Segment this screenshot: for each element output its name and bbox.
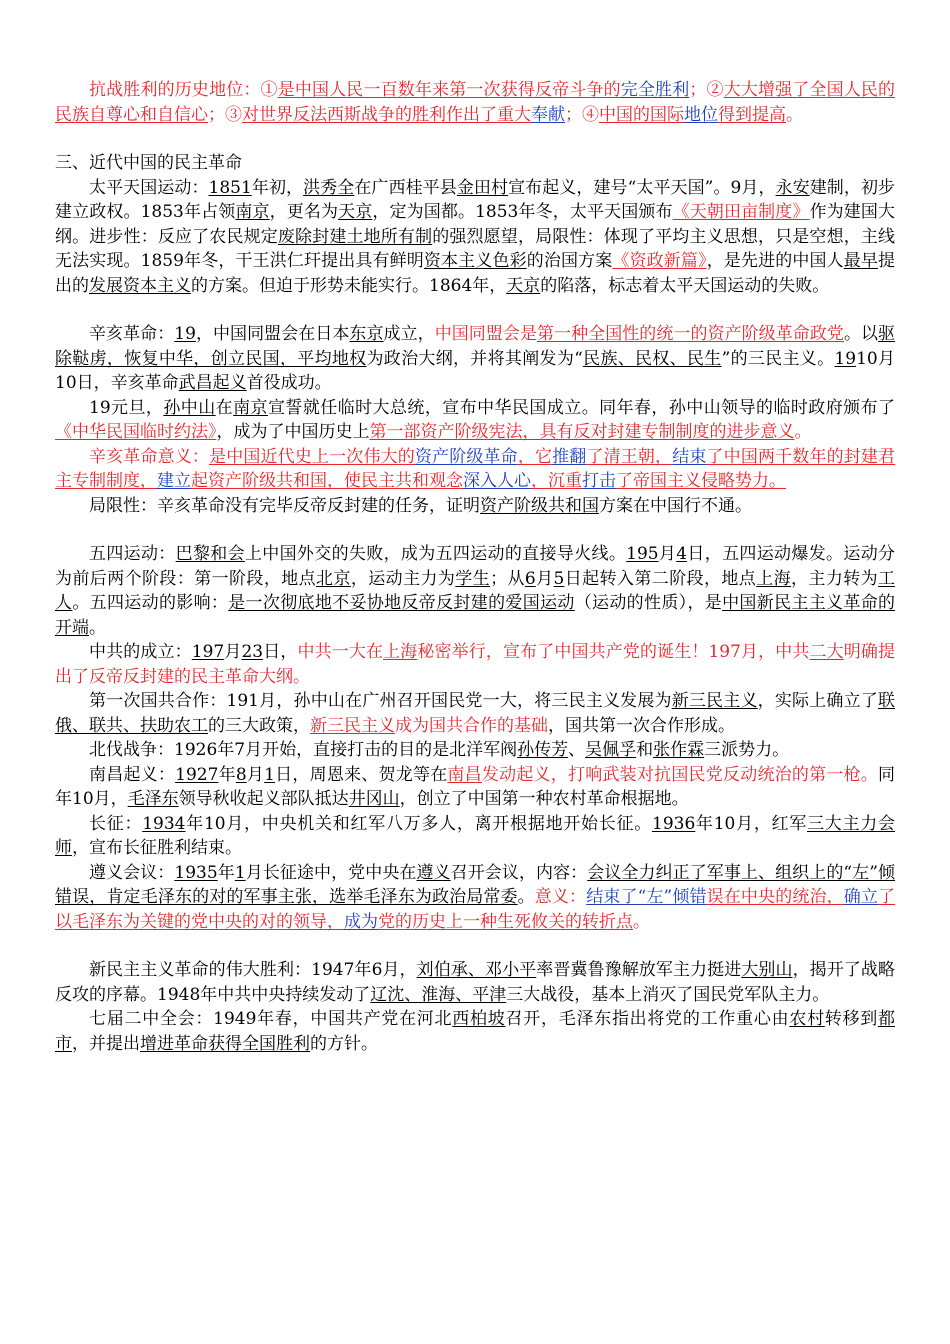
text-run: 召开会议，内容： [450,862,588,883]
text-run: 南昌起义： [89,764,176,785]
paragraph-zunyi-conference [55,861,895,935]
text-run: ，中国同盟会在日本 [195,324,350,344]
text-run: 、 [568,740,586,760]
text-run: 和 [636,740,654,760]
text-run: ，沉重 [531,471,582,491]
text-run: 。以 [843,324,879,344]
text-run: 成为 [344,911,378,932]
text-run: 驱除鞑虏，恢复中华，创立民国，平均地权 [55,324,896,369]
text-run: 转移到 [824,1009,879,1029]
text-run: 新三民主义 [671,691,758,711]
text-run: 月 [246,764,265,785]
text-run: ，国共第一次合作形成。 [548,715,735,736]
text-run: 为政治大纲，并将其阐发为“ [366,348,583,369]
text-run: 大大增强了全国人民的民族自尊心和自信心 [55,80,896,125]
text-run: 197 [191,642,225,662]
text-run: 是中国近代史上一次伟大的 [209,446,415,467]
text-run: 建立 [157,471,191,491]
text-run: 是一次彻底地不妥协地反帝反封建的爱国运动 [228,593,575,613]
text-run: 6 [524,568,536,589]
text-run: 1 [264,764,275,785]
text-run: 井冈山 [348,789,400,809]
text-run: 新三民主义 [310,715,395,736]
text-run: 率晋冀鲁豫解放军主力挺进 [536,960,742,980]
text-run: ，宣布长征胜利结束。 [72,838,242,858]
text-run: 发展资本主义 [89,275,191,296]
paragraph-xinhai-limitation [55,494,895,519]
text-run: 二大 [809,642,844,662]
text-run: 作为建国大纲。进步性：反应了农民规定 [55,202,896,247]
text-run: （运动的性质），是 [574,593,723,613]
text-run: ，实际上确立了 [757,691,879,711]
paragraph-victory [55,958,895,1007]
paragraph-northern-expedition [55,738,895,763]
paragraph-long-march [55,812,895,861]
text-run: 年 [218,764,236,785]
text-run: 中国同盟会是 [434,324,537,344]
text-run: 195 [626,544,659,564]
text-run: 秘密举行，宣布了中国共产党的诞生！197月，中共 [417,642,810,662]
text-run: 三派势力。 [704,740,790,760]
text-run: 北京 [316,568,351,589]
paragraph-xinhai-significance [55,445,895,494]
paragraph-first-united-front [55,689,895,738]
text-run: 。 [633,911,650,932]
text-run: 西柏坡 [452,1009,506,1029]
text-run: 年10月，红军 [695,813,808,834]
text-run: 宣布起义，建号“太平天国”。9月， [508,177,776,198]
paragraph-historic-status [55,78,895,127]
text-run: 年 [217,862,235,883]
text-run: 武昌起义 [178,373,247,393]
text-run: 会议全力纠正了军事上、组织上的“左”倾错误，肯定毛泽东的对的军事主张，选举毛泽东为政治局常委 [55,862,896,907]
text-run: 毛泽东 [127,789,179,809]
text-run: 资产阶级共和国 [480,495,599,516]
text-run: 1934 [142,813,186,834]
paragraph-may-fourth [55,542,895,640]
paragraph-second-plenum [55,1007,895,1056]
text-run: ；③ [208,104,242,125]
text-run: 辛亥革命： [89,324,175,344]
text-run: 南京 [235,202,270,222]
text-run: 意义： [534,887,587,907]
text-run: 上中国外交的失败，成为五四运动的直接导火线。 [244,544,627,564]
text-run: 1935 [174,862,218,883]
text-run: 孙中山 [163,397,216,418]
text-run: 三、近代中国的民主革命 [55,153,242,173]
text-run: 奉献 [531,104,565,125]
text-run: 1936 [652,813,696,834]
text-run: 深入人心 [463,471,531,491]
text-run: ，主力转为 [791,568,879,589]
text-run: 资本主义色彩 [423,251,527,271]
text-run: 8 [235,764,247,785]
text-run: ”的三民主义。 [721,348,835,369]
text-run: 天京 [338,202,373,222]
text-run: 吴佩孚 [585,740,637,760]
text-run: 东京 [349,324,384,344]
text-run: 中国的国际 [599,104,684,125]
spacer [55,127,895,151]
text-run: 中国新民主主义革命的开端 [55,593,896,638]
text-run: 在广西桂平县 [354,177,457,198]
spacer [55,934,895,958]
text-run: 月 [658,544,677,564]
text-run: ，更名为 [269,202,339,222]
text-run: 19元旦， [89,397,164,418]
text-run: 巴黎和会 [175,544,245,564]
text-run: 确立 [843,887,879,907]
text-run: 民族、民权、民生 [582,348,722,369]
text-run: 年10月，中央机关和红军八万多人，离开根据地开始长征。 [185,813,652,834]
text-run: 结束 [672,446,707,467]
text-run: 的方案。但迫于形势未能实行。1864年， [191,275,507,296]
text-run: 联俄、联共、扶助农工 [55,691,896,736]
text-run: 10月10日，辛亥革命 [55,348,895,393]
text-run: 上海 [756,568,792,589]
text-run: 。 [517,887,535,907]
text-run: 建制，初步建立政权。1853年占领 [55,177,896,222]
text-run: 学生 [455,568,491,589]
paragraph-nanchang-uprising [55,763,895,812]
text-run: 日， [263,642,298,662]
text-run: 1 [234,862,246,883]
text-run: 对世界反法西斯战争的胜利作出了重大 [242,104,531,125]
text-run: 北伐战争：1926年7月开始，直接打击的目的是北洋军阀 [89,740,518,760]
text-run: 结束了“左”倾错 [586,887,707,907]
text-run: 误在中央的统治， [706,887,844,907]
text-run: 方案在中国行不通。 [599,495,752,516]
text-run: 遵义 [416,862,451,883]
text-run: 上海 [383,642,418,662]
text-run: 4 [676,544,688,564]
text-run: 最早 [843,251,879,271]
text-run: 了以毛泽东为关键的党中央的对的领导， [55,887,896,932]
text-run: 南昌 [447,764,482,785]
text-run: 增进革命获得全国胜利 [140,1033,310,1054]
text-run: 月 [224,642,242,662]
text-run: 19 [174,324,196,344]
text-run: 三大主力会师 [55,813,896,858]
text-run: 第一部资产阶级宪法，具有反对封建专制制度的进步意义 [369,422,795,442]
text-run: ，创立了中国第一种农村革命根据地。 [399,789,689,809]
text-run: 七届二中全会：1949年春，中国共产党在河北 [89,1009,453,1029]
text-run: 资产阶级革命 [414,446,518,467]
text-run: 。 [786,104,803,125]
text-run: 明确提出了反帝反封建的民主革命大纲。 [55,642,896,687]
text-run: 遵义会议： [89,862,175,883]
text-run: 1927 [175,764,219,785]
text-run: 废除封建土地所有制 [277,226,433,247]
text-run: 新民主主义革命的伟大胜利：1947年6月， [89,960,417,980]
text-run: 1851 [208,177,252,198]
text-run: 局限性：辛亥革命没有完毕反帝反封建的任务，证明 [89,495,480,516]
text-run: 成为国共合作的基础 [395,715,548,736]
text-run: 《中华民国临时约法》 [55,422,217,442]
text-run: 中共一大在 [297,642,384,662]
text-run: 是中国人民一百数年来第一次获得反帝斗争的 [277,80,621,100]
text-run: 领导秋收起义部队抵达 [178,789,349,809]
text-run: 的三大政策， [208,715,310,736]
text-run: 同年10月， [55,764,896,809]
text-run: 打击 [582,471,616,491]
text-run: 农村 [789,1009,825,1029]
text-run: 推翻 [552,446,587,467]
text-run: ；从 [490,568,525,589]
paragraph-ccp-founding [55,640,895,689]
text-run: ，揭开了战略反攻的序幕。1948年中共中央持续发动了 [55,960,896,1005]
text-run: ；② [689,80,724,100]
text-run: 。 [89,617,106,638]
text-run: 宣誓就任临时大总统，宣布中华民国成立。同年春，孙中山领导的临时政府颁布了 [267,397,896,418]
text-run: ，定为国都。1853年冬，太平天国颁布 [372,202,673,222]
paragraph-taiping [55,176,895,299]
text-run: 刘伯承、邓小平 [416,960,537,980]
text-run: 洪秀全 [303,177,355,198]
text-run: 发动起义，打响武装对抗国民党反动统治的第一枪。 [481,764,879,785]
text-run: 首役成功。 [246,373,332,393]
text-run: 工人 [55,568,896,613]
text-run: 提出的 [55,251,896,296]
text-run: ，是先进的中国人 [706,251,844,271]
text-run: ，成为了中国历史上 [216,422,370,442]
text-run: ；④ [565,104,599,125]
text-run: 第一种全国性的统一的资产阶级革命政党 [537,324,844,344]
text-run: 日起转入第二阶段，地点 [564,568,757,589]
text-run: 23 [241,642,264,662]
text-run: 太平天国运动： [89,177,209,198]
text-run: 19 [834,348,857,369]
text-run: 辽沈、淮海、平津 [370,984,507,1005]
text-run: 了中国两千数年的封建君主专制制度， [55,446,896,491]
text-run: 月长征途中，党中央在 [245,862,417,883]
text-run: 大别山 [741,960,793,980]
text-run: 南京 [233,397,268,418]
text-run: 地位 [684,104,718,125]
text-run: 中共的成立： [89,642,192,662]
text-run: ，它 [517,446,553,467]
text-run: 长征： [89,813,143,834]
text-run: 抗战胜利的历史地位：① [89,80,278,100]
text-run: 成立， [383,324,435,344]
text-run: 永安 [775,177,810,198]
text-run: 辛亥革命意义： [89,446,210,467]
text-run: 第一次国共合作：191月，孙中山在广州召开国民党一大，将三民主义发展为 [89,691,672,711]
text-run: 。 [794,422,812,442]
text-run: 5 [553,568,565,589]
text-run: 。五四运动的影响： [72,593,229,613]
text-run: 的陷落，标志着太平天国运动的失败。 [540,275,830,296]
text-run: 了清王朝， [586,446,673,467]
text-run: 得到提高 [718,104,786,125]
text-run: 孙传芳 [517,740,569,760]
text-run: 五四运动： [89,544,176,564]
text-run: 金田村 [456,177,509,198]
spacer [55,298,895,322]
text-run: 月 [535,568,554,589]
text-run: 召开，毛泽东指出将党的工作重心由 [505,1009,790,1029]
text-run: ，并提出 [72,1033,140,1054]
text-run: 年初， [251,177,304,198]
spacer [55,518,895,542]
text-run: 都市 [55,1009,896,1054]
text-run: 《资政新篇》 [612,251,707,271]
text-run: 《天朝田亩制度》 [672,202,810,222]
text-run: 张作霖 [653,740,705,760]
text-run: 起资产阶级共和国，使民主共和观念 [191,471,463,491]
text-run: 了帝国主义侵略势力。 [616,471,786,491]
text-run: 在 [215,397,234,418]
paragraph-xinhai [55,322,895,396]
text-run: 日，五四运动爆发。运动分为前后两个阶段：第一阶段，地点 [55,544,896,589]
paragraph-provisional-government [55,396,895,445]
text-run: 的方针。 [310,1033,378,1054]
document-page [55,78,895,1056]
text-run: 党的历史上一种生死攸关的转折点 [378,911,633,932]
text-run: 天京 [506,275,541,296]
text-run: 的治国方案 [526,251,613,271]
text-run: 的强烈愿望，局限性：体现了平均主义思想，只是空想，主线无法实现。1859年冬，干王洪仁玕提出具有鲜明 [55,226,896,271]
text-run: ，运动主力为 [350,568,456,589]
text-run: 日，周恩来、贺龙等在 [274,764,448,785]
text-run: 完全胜利 [620,80,690,100]
section-heading [55,151,895,176]
text-run: 三大战役，基本上消灭了国民党军队主力。 [506,984,830,1005]
